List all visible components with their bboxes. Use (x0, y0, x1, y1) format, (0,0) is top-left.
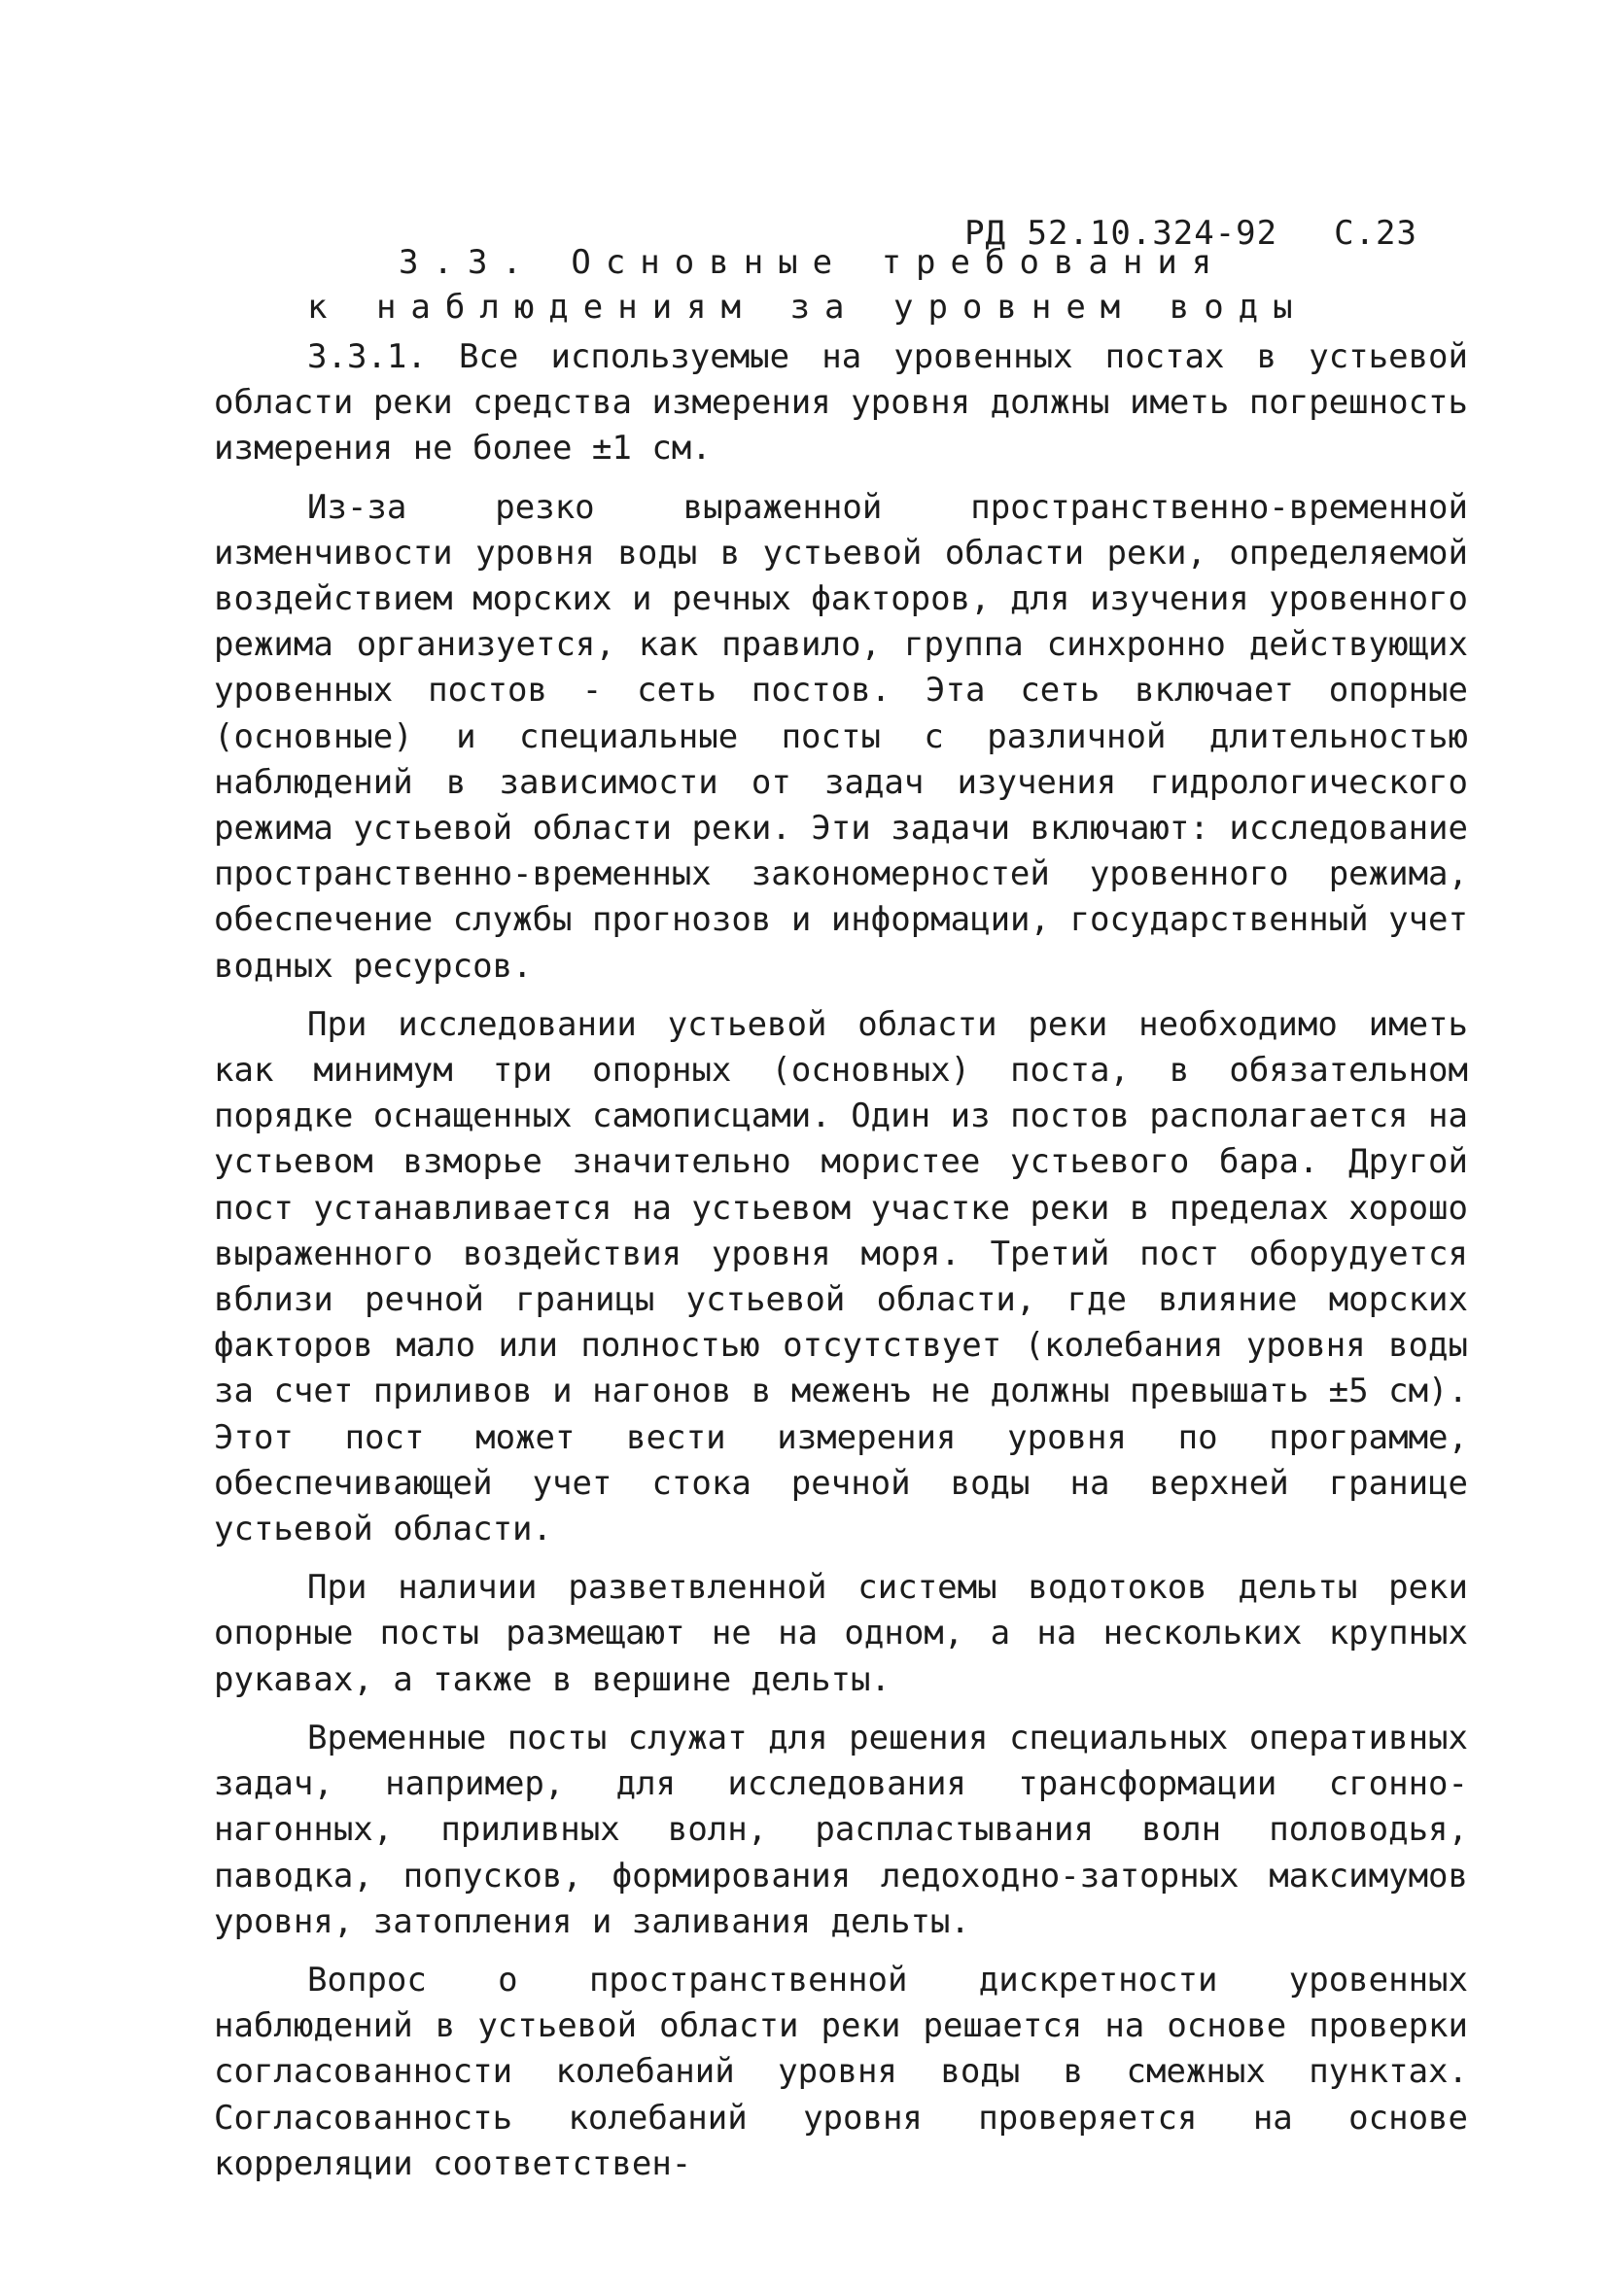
document-code: РД 52.10.324-92 (964, 214, 1278, 253)
page-number: С.23 (1334, 214, 1417, 253)
section-heading-line-2: к наблюдениям за уровнем воды (307, 288, 1308, 327)
paragraph-temporary-posts: Временные посты служат для решения специальных оперативных задач, например, для исследования трансформации сгонно-нагонных, приливных волн, распластывания волн половодья, паводка, попусков, формирования ледоходно-заторных максимумов уровня, затопления и заливания дельты. (214, 1718, 1468, 1941)
paragraph-3-3-1: 3.3.1. Все используемые на уровенных постах в устьевой области реки средства измерения уровня должны иметь погрешность измерения не более ±1 см. (214, 337, 1468, 469)
paragraph-spatial-discreteness: Вопрос о пространственной дискретности уровенных наблюдений в устьевой области реки решается на основе проверки согласованности колебаний уровня воды в смежных пунктах. Согласованность колебаний уровня проверяется на основе корреляции соответствен- (214, 1960, 1468, 2183)
body-text (214, 334, 1468, 2187)
paragraph-reference-posts: При исследовании устьевой области реки необходимо иметь как минимум три опорных (основных) поста, в обязательном порядке оснащенных самописцами. Один из постов располагается на устьевом взморье значительно мористее устьевого бара. Другой пост устанавливается на устьевом участке реки в пределах хорошо выраженного воздействия уровня моря. Третий пост оборудуется вблизи речной границы устьевой области, где влияние морских факторов мало или полностью отсутствует (колебания уровня воды за счет приливов и нагонов в меженъ не должны превышать ±5 см). Этот пост может вести измерения уровня по программе, обеспечивающей учет стока речной воды на верхней границе устьевой области. (214, 1004, 1468, 1549)
paragraph-delta-branches: При наличии разветвленной системы водотоков дельты реки опорные посты размещают не на одном, а на нескольких крупных рукавах, а также в вершине дельты. (214, 1568, 1468, 1699)
paragraph-variability: Из-за резко выраженной пространственно-временной изменчивости уровня воды в устьевой области реки, определяемой воздействием морских и речных факторов, для изучения уровенного режима организуется, как правило, группа синхронно действующих уровенных постов - сеть постов. Эта сеть включает опорные (основные) и специальные посты с различной длительностью наблюдений в зависимости от задач изучения гидрологического режима устьевой области реки. Эти задачи включают: исследование пространственно-временных закономерностей уровенного режима, обеспечение службы прогнозов и информации, государственный учет водных ресурсов. (214, 487, 1468, 986)
section-heading-line-1: 3.3. Основные требования (399, 243, 1227, 282)
